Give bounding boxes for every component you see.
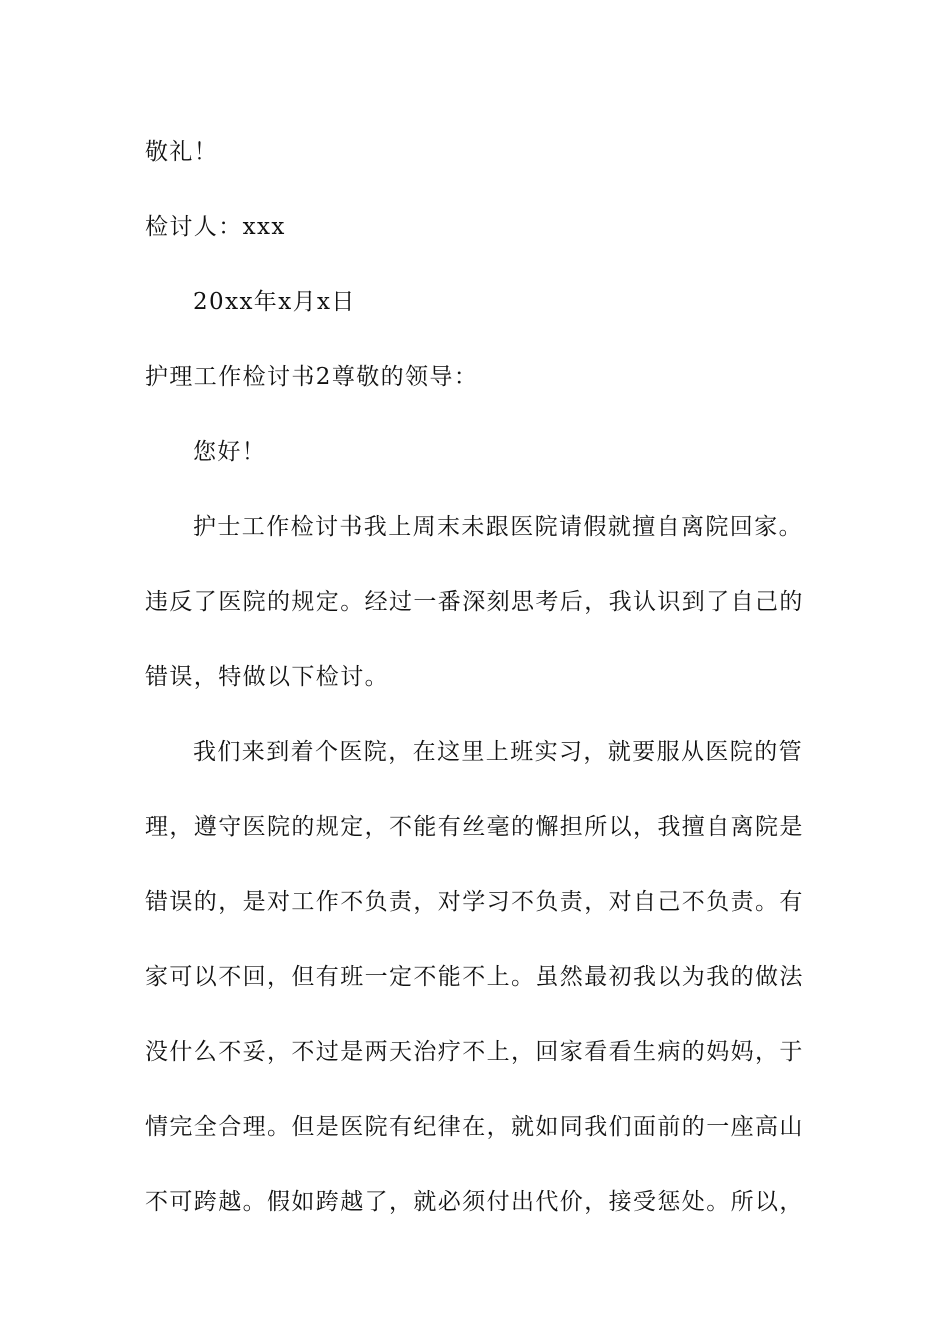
signature-line: 检讨人：xxx xyxy=(145,214,286,240)
paragraph-2-line-3: 错误的，是对工作不负责，对学习不负责，对自己不负责。有 xyxy=(145,889,804,915)
paragraph-2-line-1: 我们来到着个医院，在这里上班实习，就要服从医院的管 xyxy=(193,739,803,765)
greeting-line: 您好！ xyxy=(193,439,267,465)
paragraph-2-line-2: 理，遵守医院的规定，不能有丝毫的懈担所以，我擅自离院是 xyxy=(145,814,804,840)
date-line: 20xx年x月x日 xyxy=(193,289,356,315)
paragraph-2-line-7: 不可跨越。假如跨越了，就必须付出代价，接受惩处。所以， xyxy=(145,1189,804,1215)
paragraph-1-line-1: 护士工作检讨书我上周末未跟医院请假就擅自离院回家。 xyxy=(193,514,803,540)
section-heading: 护理工作检讨书2尊敬的领导： xyxy=(145,364,479,390)
paragraph-2-line-6: 情完全合理。但是医院有纪律在，就如同我们面前的一座高山 xyxy=(145,1114,804,1140)
paragraph-1-line-3: 错误，特做以下检讨。 xyxy=(145,664,389,690)
paragraph-2-line-5: 没什么不妥，不过是两天治疗不上，回家看看生病的妈妈，于 xyxy=(145,1039,804,1065)
paragraph-1-line-2: 违反了医院的规定。经过一番深刻思考后，我认识到了自己的 xyxy=(145,589,804,615)
paragraph-2-line-4: 家可以不回，但有班一定不能不上。虽然最初我以为我的做法 xyxy=(145,964,804,990)
closing-salutation: 敬礼！ xyxy=(145,139,219,165)
